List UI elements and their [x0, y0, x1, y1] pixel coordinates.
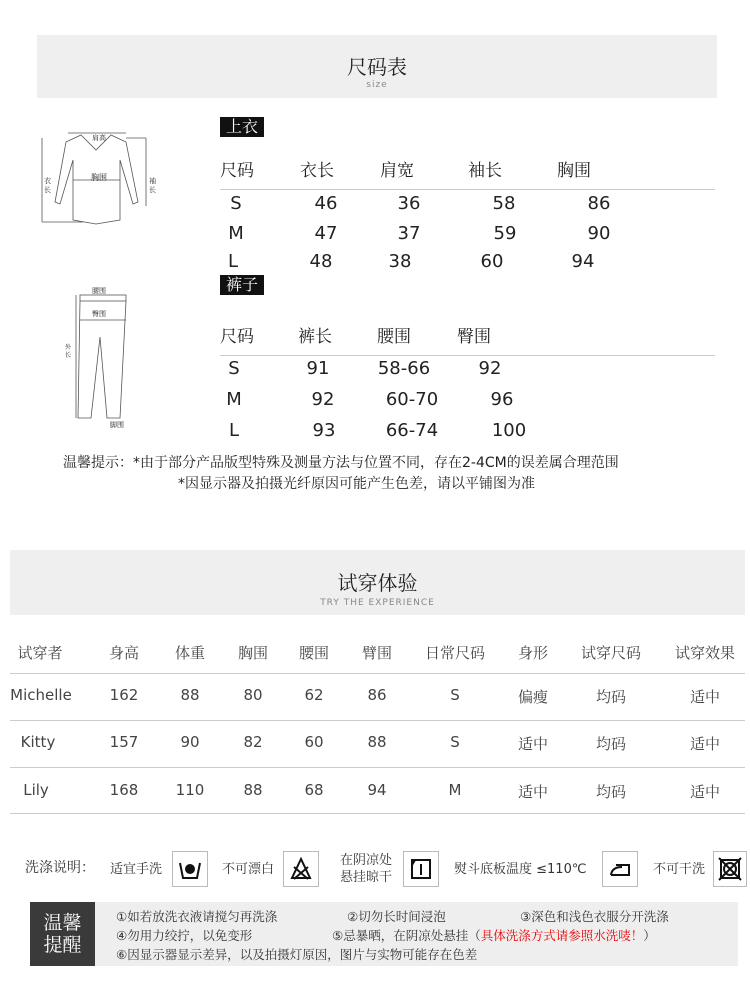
try-header: 臂围 [361, 644, 393, 662]
try-header: 胸围 [237, 644, 269, 662]
size-chart-header [37, 35, 717, 98]
top-label: 上衣 [220, 117, 264, 137]
pants-size-value: 96 [490, 389, 514, 410]
top-size-label: M [228, 223, 244, 244]
pants-size-value: 66-74 [385, 420, 439, 441]
divider [220, 189, 715, 190]
try-header: 试穿者 [17, 644, 63, 662]
try-cell: 80 [243, 686, 263, 704]
try-header: 身形 [517, 644, 549, 662]
pants-size-value: 60-70 [385, 389, 439, 410]
wash-text-bleach: 不可漂白 [222, 862, 275, 877]
row-divider [10, 673, 745, 674]
try-cell: 82 [243, 733, 263, 751]
pants-header: 腰围 [377, 327, 411, 347]
waist-label: 腰围 [92, 287, 106, 295]
tip-text: ） [643, 928, 656, 943]
pants-size-value: 100 [491, 420, 527, 441]
top-size-label: L [227, 251, 239, 272]
pants-size-label: S [228, 358, 240, 379]
color-note: *因显示器及拍摄光纤原因可能产生色差，请以平铺图为准 [178, 476, 535, 492]
row-divider [10, 720, 745, 721]
try-cell: 88 [180, 686, 200, 704]
hand-wash-icon [172, 851, 208, 887]
tip-text: ⑤忌暴晒，在阴凉处悬挂（ [332, 928, 481, 943]
try-cell: 均码 [595, 735, 627, 753]
try-cell: 162 [109, 686, 139, 704]
divider [220, 355, 715, 356]
top-size-value: 37 [397, 223, 421, 244]
length-label: 衣长 [44, 177, 51, 194]
try-cell: 94 [367, 781, 387, 799]
try-cell: 适中 [517, 783, 549, 801]
try-cell: 168 [109, 781, 139, 799]
try-cell: 适中 [689, 735, 721, 753]
try-cell: S [450, 686, 460, 704]
pants-size-value: 58-66 [377, 358, 431, 379]
tip-highlight: 具体洗涤方式请参照水洗唛！ [480, 928, 644, 943]
try-cell: 适中 [689, 688, 721, 706]
pants-size-value: 93 [312, 420, 336, 441]
try-cell: 均码 [595, 783, 627, 801]
outer-length-label: 外长 [65, 344, 72, 359]
try-cell: Michelle [10, 686, 72, 704]
top-size-value: 86 [587, 193, 611, 214]
wash-label: 洗涤说明： [25, 860, 95, 876]
top-size-value: 48 [309, 251, 333, 272]
try-header: 体重 [174, 644, 206, 662]
tip-item: ④勿用力绞拧，以免变形 [116, 928, 253, 943]
shoulder-label: 肩高 [92, 134, 106, 142]
pants-size-label: L [228, 420, 240, 441]
wash-text-dry-1: 在阴凉处 [340, 853, 393, 868]
top-header: 胸围 [557, 161, 591, 181]
wash-text-iron: 熨斗底板温度 ≤110℃ [454, 862, 587, 877]
try-cell: 88 [243, 781, 263, 799]
try-header: 日常尺码 [424, 644, 486, 662]
try-cell: 90 [180, 733, 200, 751]
wash-text-hand: 适宜手洗 [110, 862, 163, 877]
try-cell: S [450, 733, 460, 751]
top-header: 肩宽 [380, 161, 414, 181]
chest-label: 胸围 [91, 173, 107, 182]
top-size-value: 90 [587, 223, 611, 244]
hip-label: 臀围 [92, 310, 106, 318]
try-cell: 68 [304, 781, 324, 799]
sleeve-label: 袖长 [149, 177, 156, 194]
top-size-value: 36 [397, 193, 421, 214]
try-on-header [10, 550, 745, 615]
hem-label: 脚围 [110, 421, 124, 429]
pants-size-value: 91 [306, 358, 330, 379]
try-cell: 86 [367, 686, 387, 704]
try-header: 试穿效果 [674, 644, 736, 662]
tip-item [332, 926, 656, 944]
row-divider [10, 813, 745, 814]
pants-header: 裤长 [298, 327, 332, 347]
top-size-value: 58 [492, 193, 516, 214]
top-size-label: S [230, 193, 242, 214]
no-bleach-icon [283, 851, 319, 887]
pants-header: 臀围 [457, 327, 491, 347]
pants-size-label: M [226, 389, 242, 410]
pants-header: 尺码 [220, 327, 254, 347]
try-cell: 适中 [689, 783, 721, 801]
try-cell: Kitty [20, 733, 56, 751]
try-cell: 157 [109, 733, 139, 751]
size-note: 温馨提示：*由于部分产品版型特殊及测量方法与位置不同，存在2-4CM的误差属合理范围 [63, 455, 619, 471]
try-header: 试穿尺码 [580, 644, 642, 662]
top-size-value: 60 [480, 251, 504, 272]
wash-text-dryclean: 不可干洗 [653, 862, 706, 877]
no-dry-clean-icon [713, 851, 747, 887]
try-cell: 适中 [517, 735, 549, 753]
care-tips-title: 温馨提醒 [30, 902, 95, 966]
try-on-subtitle: TRY THE EXPERIENCE [320, 598, 435, 608]
tip-item: ⑥因显示器显示差异，以及拍摄灯原因，图片与实物可能存在色差 [116, 947, 478, 962]
try-cell: Lily [23, 781, 49, 799]
top-header: 尺码 [220, 161, 254, 181]
pants-label: 裤子 [220, 275, 264, 295]
try-cell: 60 [304, 733, 324, 751]
top-size-value: 38 [388, 251, 412, 272]
try-cell: 88 [367, 733, 387, 751]
top-size-value: 46 [314, 193, 338, 214]
top-size-value: 47 [314, 223, 338, 244]
try-cell: 110 [175, 781, 205, 799]
tip-item: ①如若放洗衣液请搅匀再洗涤 [116, 909, 278, 924]
iron-icon [602, 851, 638, 887]
try-on-title: 试穿体验 [337, 571, 418, 595]
pants-size-value: 92 [311, 389, 335, 410]
tip-item: ②切勿长时间浸泡 [347, 909, 446, 924]
pants-size-value: 92 [478, 358, 502, 379]
try-cell: 偏瘦 [517, 688, 549, 706]
top-size-value: 59 [493, 223, 517, 244]
top-header: 衣长 [300, 161, 334, 181]
try-header: 腰围 [298, 644, 330, 662]
try-cell: M [448, 781, 462, 799]
row-divider [10, 767, 745, 768]
try-cell: 均码 [595, 688, 627, 706]
try-cell: 62 [304, 686, 324, 704]
line-dry-shade-icon [403, 851, 439, 887]
tip-item: ③深色和浅色衣服分开洗涤 [520, 909, 669, 924]
try-header: 身高 [108, 644, 140, 662]
top-size-value: 94 [571, 251, 595, 272]
wash-text-dry-2: 悬挂晾干 [340, 870, 393, 885]
size-chart-subtitle: size [366, 80, 388, 90]
size-chart-title: 尺码表 [347, 55, 407, 79]
top-header: 袖长 [468, 161, 502, 181]
